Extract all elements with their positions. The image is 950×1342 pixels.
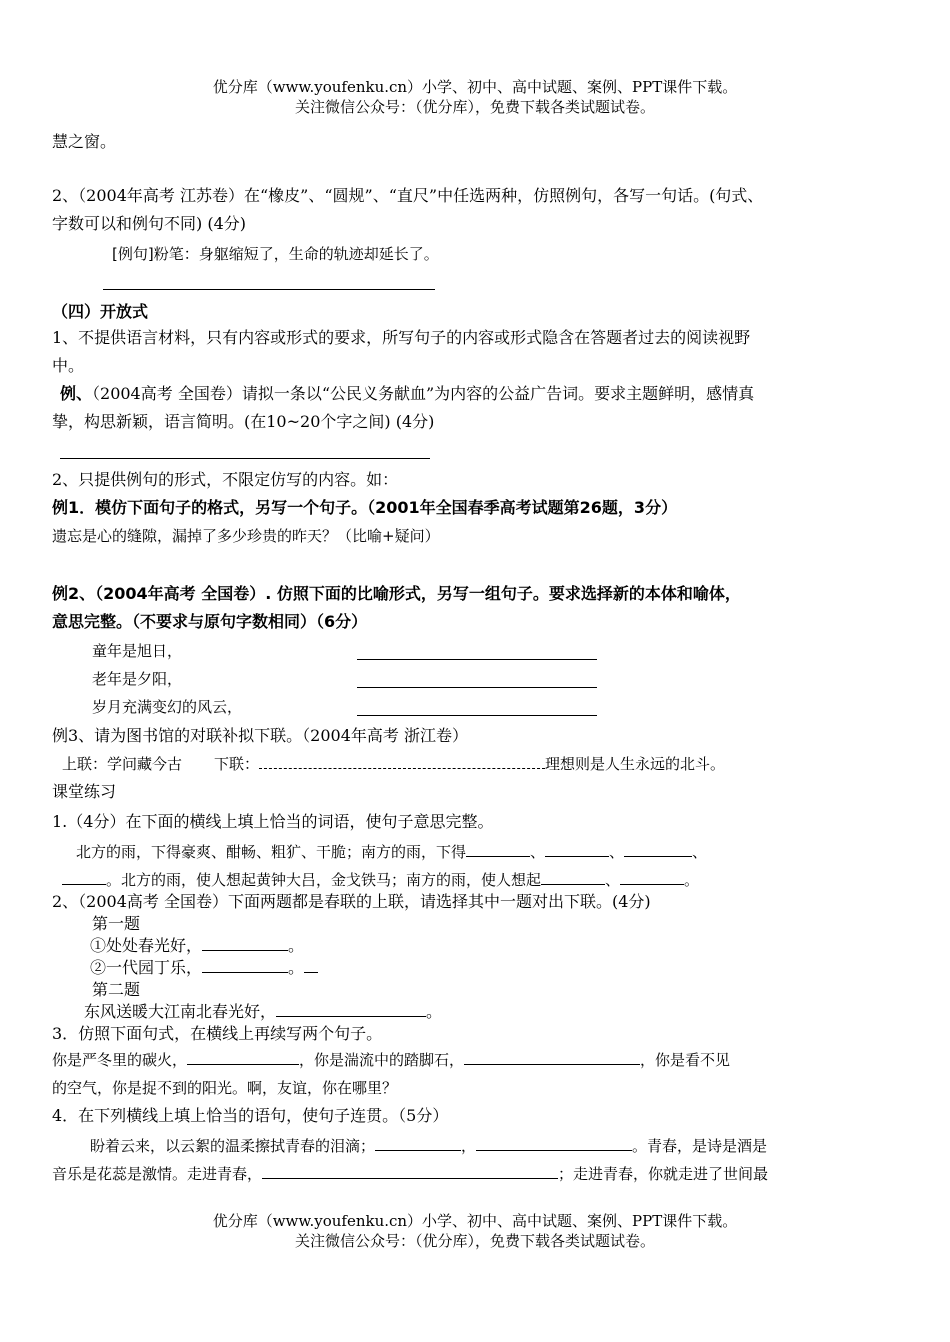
open-p1-line-1: 1、不提供语言材料，只有内容或形式的要求，所写句子的内容或形式隐含在答题者过去的阅读视野: [52, 328, 751, 347]
q4-text-e: ；走进青春，你就走进了世间最: [558, 1165, 769, 1183]
practice-q3: 3．仿照下面句式，在横线上再续写两个句子。: [52, 1024, 383, 1043]
q1-sep: 、: [692, 843, 708, 861]
q3-text-c: ，你是看不见: [640, 1051, 731, 1069]
example-2-line-2: 意思完整。（不要求与原句字数相同）（6分）: [52, 612, 368, 631]
open-example: [60, 384, 754, 404]
practice-q1-line-1: [76, 842, 707, 862]
blank: [466, 842, 530, 857]
q1-sep: 、: [609, 843, 625, 861]
blank: [476, 1136, 632, 1151]
example-1-sentence: 遗忘是心的缝隙，漏掉了多少珍贵的昨天？（比喻+疑问）: [52, 527, 440, 545]
example-2-item-3: 岁月充满变幻的风云，: [92, 698, 243, 716]
q3-text-b: ，你是湍流中的踏脚石，: [299, 1051, 465, 1069]
t2-a-text: 东风送暖大江南北春光好，: [84, 1002, 277, 1021]
footer-line-1: 优分库（www.youfenku.cn）小学、初中、高中试题、案例、PPT课件下载。: [212, 1212, 738, 1230]
header-line-1: 优分库（www.youfenku.cn）小学、初中、高中试题、案例、PPT课件下载。: [212, 78, 738, 96]
q4-text-c: 。青春，是诗是酒是: [632, 1137, 768, 1155]
practice-q4: 4．在下列横线上填上恰当的语句，使句子连贯。（5分）: [52, 1106, 449, 1125]
answer-line: [357, 715, 597, 716]
q4-text-d: 音乐是花蕊是激情。走进青春，: [52, 1165, 263, 1183]
q2-line-1: 2、（2004年高考 江苏卷）在“橡皮”、“圆规”、“直尺”中任选两种，仿照例句，各写一句话。(句式、: [52, 186, 764, 205]
blank: [624, 842, 692, 857]
q1-text-2: 。北方的雨，使人想起黄钟大吕，金戈铁马；南方的雨，使人想起: [106, 871, 542, 889]
t1-a-text: ①处处春光好，: [90, 936, 203, 955]
answer-line: [60, 458, 430, 459]
q2-example: [例句]粉笔：身躯缩短了，生命的轨迹却延长了。: [112, 245, 439, 263]
couplet-lower-tail: 理想则是人生永远的北斗。: [545, 755, 726, 773]
q1-sep: 、: [605, 871, 621, 889]
example-2-line-1: 例2、（2004年高考 全国卷）. 仿照下面的比喻形式，另写一组句子。要求选择新的本体和喻体，: [52, 584, 741, 603]
practice-q2-b: [90, 958, 318, 978]
practice-q4-line-1: [90, 1136, 767, 1156]
period: 。: [288, 958, 305, 977]
section-heading-open: （四）开放式: [52, 302, 149, 321]
practice-q1: 1.（4分）在下面的横线上填上恰当的词语，使句子意思完整。: [52, 812, 494, 831]
q1-end: 。: [684, 871, 700, 889]
couplet-upper: 上联：学问藏今古: [62, 755, 183, 773]
practice-q2-c: [84, 1002, 442, 1022]
practice-q4-line-2: [52, 1164, 768, 1184]
example-2-item-2: 老年是夕阳，: [92, 670, 183, 688]
example-1: 例1．模仿下面句子的格式，另写一个句子。（2001年全国春季高考试题第26题，3分）: [52, 498, 678, 517]
practice-q2-topic-1: 第一题: [92, 914, 141, 933]
example-2-item-1: 童年是旭日，: [92, 642, 183, 660]
couplet-row: [62, 754, 725, 774]
open-example-line-2: 挚，构思新颖，语言简明。(在10~20个字之间) (4分): [52, 412, 435, 431]
practice-q2-a: [90, 936, 304, 956]
footer-line-2: 关注微信公众号：（优分库），免费下载各类试题试卷。: [294, 1232, 655, 1250]
q1-text-1: 北方的雨，下得豪爽、酣畅、粗犷、干脆；南方的雨，下得: [76, 843, 467, 861]
period: 。: [426, 1002, 443, 1021]
q4-text-b: ，: [461, 1137, 477, 1155]
intro-tail: 慧之窗。: [52, 132, 117, 151]
couplet-lower-label: 下联：: [214, 755, 260, 773]
blank: [62, 870, 106, 885]
blank: [276, 1002, 426, 1017]
blank: [464, 1050, 640, 1065]
q4-text-a: 盼着云来，以云絮的温柔擦拭青春的泪滴；: [90, 1137, 376, 1155]
answer-line: [357, 687, 597, 688]
t1-b-text: ②一代园丁乐，: [90, 958, 203, 977]
example-label: 例、: [60, 384, 93, 403]
practice-q3-line-1: [52, 1050, 730, 1070]
blank: [202, 936, 288, 951]
blank: [620, 870, 684, 885]
blank: [541, 870, 605, 885]
open-p1-line-2: 中。: [52, 356, 85, 375]
practice-q3-line-2: 的空气，你是捉不到的阳光。啊，友谊，你在哪里？: [52, 1079, 398, 1097]
example-3: 例3、请为图书馆的对联补拟下联。（2004年高考 浙江卷）: [52, 726, 468, 745]
practice-heading: 课堂练习: [52, 782, 117, 801]
example-line-1: （2004高考 全国卷）请拟一条以“公民义务献血”为内容的公益广告词。要求主题鲜明，感情真: [92, 384, 755, 403]
q1-sep: 、: [530, 843, 546, 861]
period: 。: [288, 936, 305, 955]
header-line-2: 关注微信公众号：（优分库），免费下载各类试题试卷。: [294, 98, 655, 116]
q3-text-a: 你是严冬里的碳火，: [52, 1051, 188, 1069]
blank: [375, 1136, 461, 1151]
couplet-answer-line: [259, 756, 545, 769]
practice-q2-topic-2: 第二题: [92, 980, 141, 999]
answer-line: [103, 289, 435, 290]
blank: [545, 842, 609, 857]
blank: [202, 958, 288, 973]
blank: [304, 958, 318, 973]
q2-line-2: 字数可以和例句不同) (4分): [52, 214, 246, 233]
practice-q1-line-2: [62, 870, 699, 890]
blank: [262, 1164, 558, 1179]
answer-line: [357, 659, 597, 660]
open-p2: 2、只提供例句的形式，不限定仿写的内容。如：: [52, 470, 399, 489]
blank: [187, 1050, 299, 1065]
practice-q2: 2、（2004高考 全国卷）下面两题都是春联的上联，请选择其中一题对出下联。(4分): [52, 892, 651, 911]
